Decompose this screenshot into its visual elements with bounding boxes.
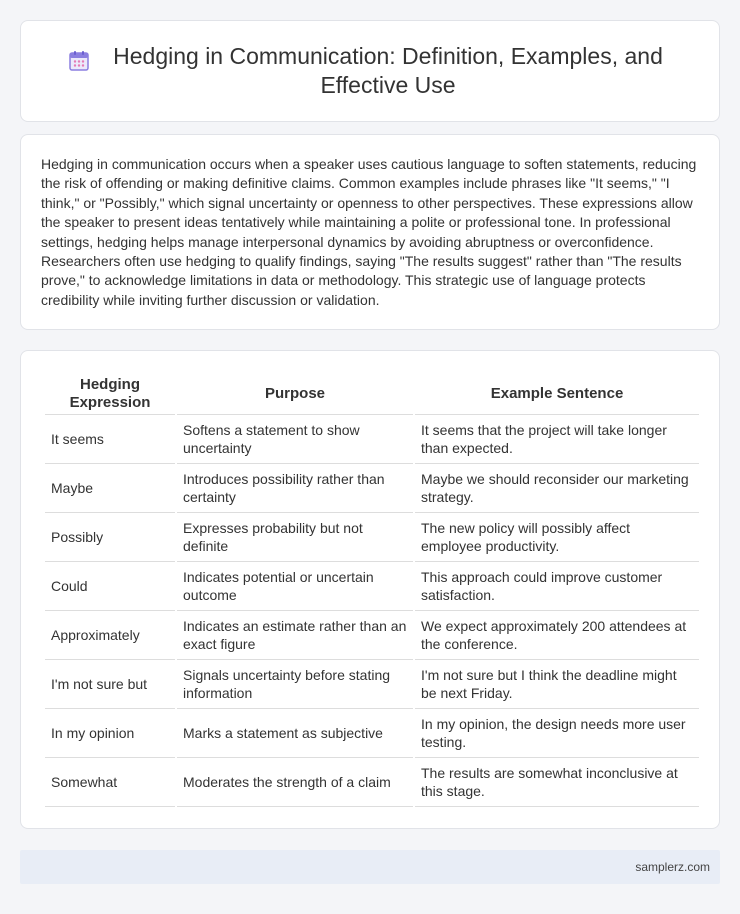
table-row [45, 758, 699, 807]
table-row [45, 660, 699, 709]
cell-example: The results are somewhat inconclusive at this stage. [415, 758, 699, 807]
cell-purpose: Softens a statement to show uncertainty [177, 415, 413, 464]
calendar-icon [67, 49, 91, 73]
header-example-sentence: Example Sentence [415, 373, 699, 415]
cell-example: It seems that the project will take longer than expected. [415, 415, 699, 464]
table-row [45, 415, 699, 464]
cell-expression: Possibly [45, 513, 175, 562]
intro-card [20, 134, 720, 330]
cell-purpose: Indicates an estimate rather than an exact figure [177, 611, 413, 660]
cell-example: Maybe we should reconsider our marketing strategy. [415, 464, 699, 513]
table-row [45, 513, 699, 562]
cell-expression: Somewhat [45, 758, 175, 807]
footer-brand: samplerz.com [635, 860, 710, 874]
header-purpose: Purpose [177, 373, 413, 415]
cell-expression: Maybe [45, 464, 175, 513]
cell-example: In my opinion, the design needs more user testing. [415, 709, 699, 758]
cell-expression: I'm not sure but [45, 660, 175, 709]
table-row [45, 562, 699, 611]
cell-example: This approach could improve customer satisfaction. [415, 562, 699, 611]
cell-expression: It seems [45, 415, 175, 464]
title-card [20, 20, 720, 122]
cell-expression: In my opinion [45, 709, 175, 758]
cell-purpose: Marks a statement as subjective [177, 709, 413, 758]
cell-example: The new policy will possibly affect employee productivity. [415, 513, 699, 562]
cell-purpose: Indicates potential or uncertain outcome [177, 562, 413, 611]
page-title: Hedging in Communication: Definition, Examples, and Effective Use [113, 43, 663, 98]
footer [20, 850, 720, 884]
table-row [45, 709, 699, 758]
table-row [45, 464, 699, 513]
table-row [45, 611, 699, 660]
cell-expression: Could [45, 562, 175, 611]
table-card [20, 350, 720, 829]
cell-purpose: Introduces possibility rather than certainty [177, 464, 413, 513]
cell-purpose: Moderates the strength of a claim [177, 758, 413, 807]
cell-expression: Approximately [45, 611, 175, 660]
header-hedging-expression: Hedging Expression [45, 373, 175, 415]
hedging-table [43, 373, 701, 807]
intro-paragraph: Hedging in communication occurs when a speaker uses cautious language to soften statements, reducing the risk of offending or making definitive claims. Common examples include phrases like "It seems," "I think," or "Possibly," which signal uncertainty or openness to other perspectives. These expressions allow the speaker to present ideas tentatively while maintaining a polite or professional tone. In professional settings, hedging helps manage interpersonal dynamics by avoiding abruptness or overconfidence. Researchers often use hedging to qualify findings, saying "The results suggest" rather than "The results prove," to acknowledge limitations in data or methodology. This strategic use of language protects credibility while inviting further discussion or validation. [41, 156, 697, 308]
cell-purpose: Signals uncertainty before stating information [177, 660, 413, 709]
table-header-row [45, 373, 699, 415]
cell-example: We expect approximately 200 attendees at the conference. [415, 611, 699, 660]
cell-purpose: Expresses probability but not definite [177, 513, 413, 562]
cell-example: I'm not sure but I think the deadline might be next Friday. [415, 660, 699, 709]
title-wrap [21, 21, 719, 121]
